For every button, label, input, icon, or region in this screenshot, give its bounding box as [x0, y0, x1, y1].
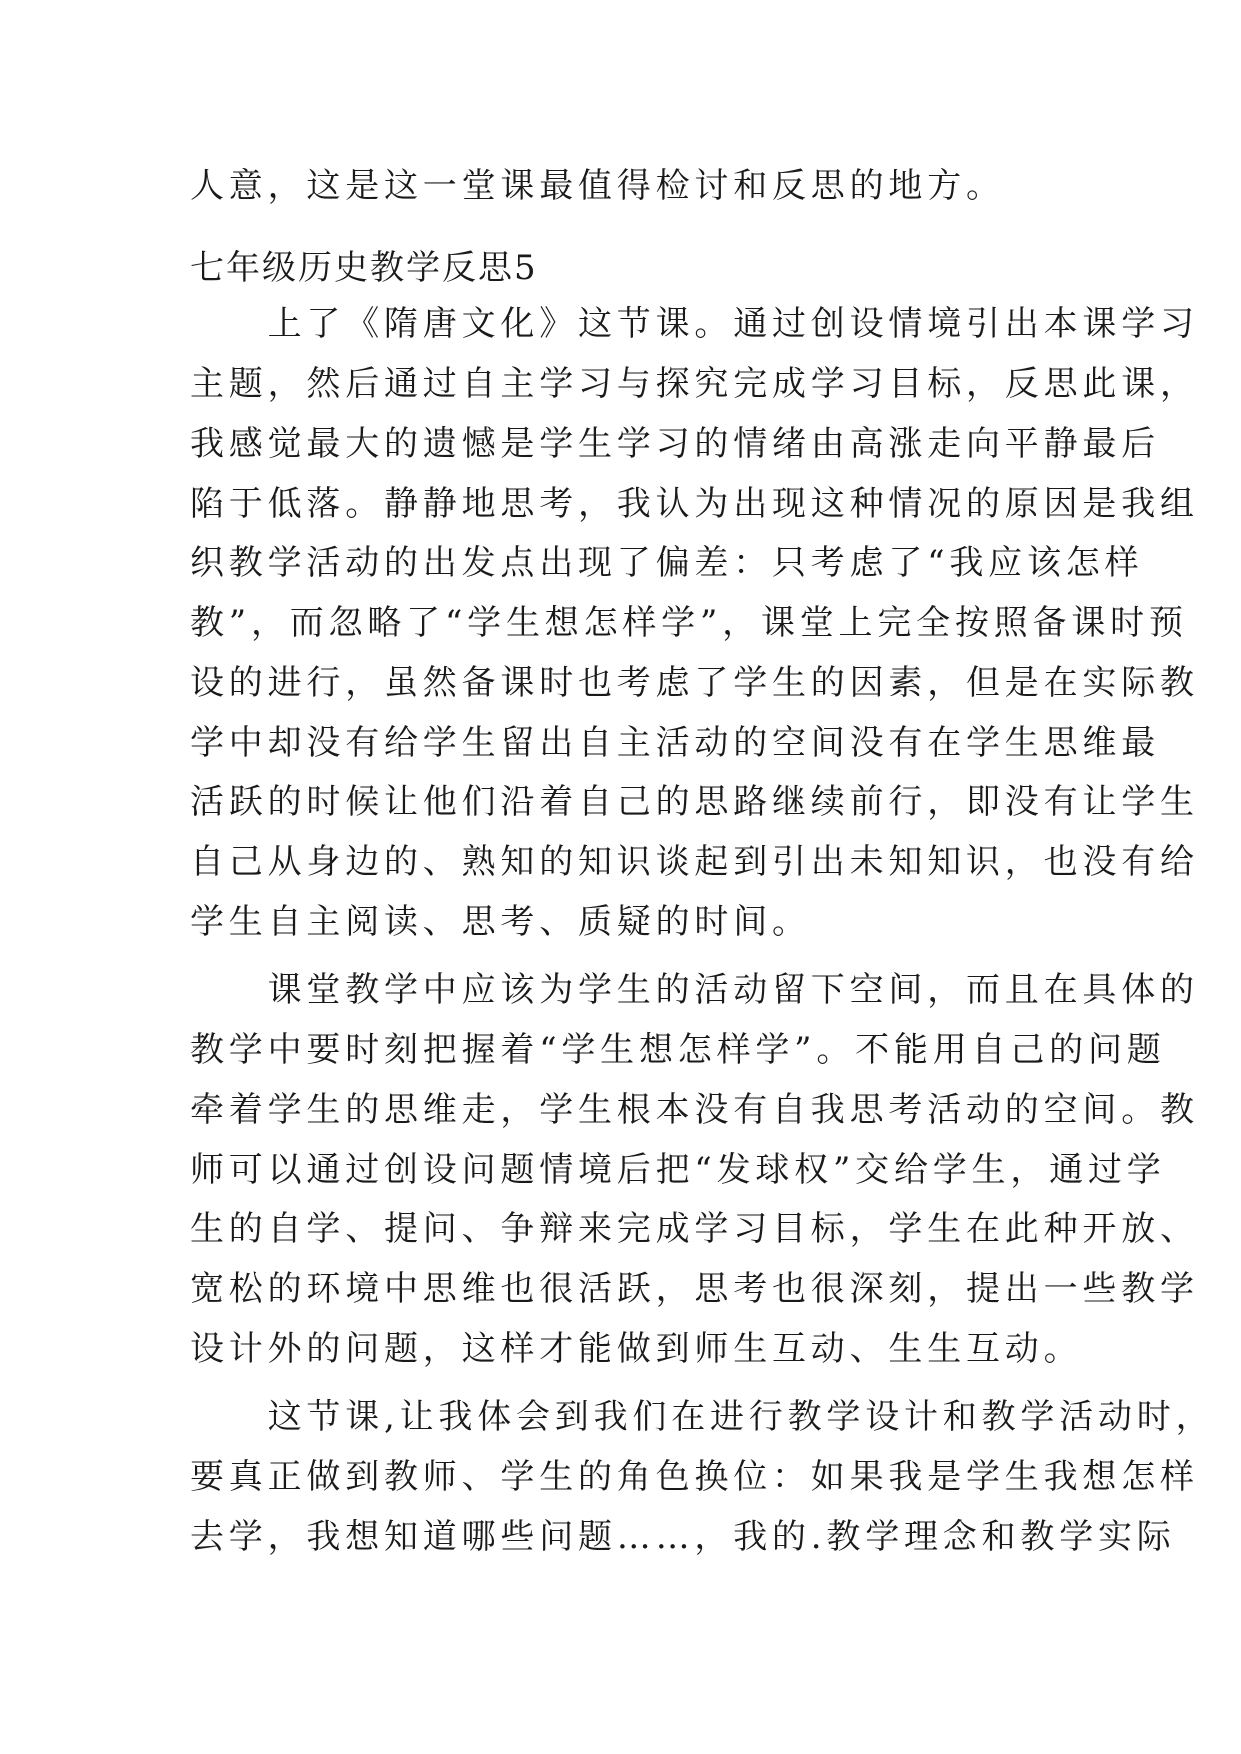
- text-line: 去学，我想知道哪些问题……，我的.教学理念和教学实际: [190, 1517, 1176, 1557]
- text-line: 教”，而忽略了“学生想怎样学”，课堂上完全按照备课时预: [190, 603, 1188, 643]
- text-line: 教学中要时刻把握着“学生想怎样学”。不能用自己的问题: [190, 1030, 1166, 1070]
- text-line: 自己从身边的、熟知的知识谈起到引出未知知识，也没有给: [190, 842, 1199, 882]
- text-line: 设的进行，虽然备课时也考虑了学生的因素，但是在实际教: [190, 663, 1199, 703]
- text-line: 牵着学生的思维走，学生根本没有自我思考活动的空间。教: [190, 1090, 1199, 1130]
- text-line: 陷于低落。静静地思考，我认为出现这种情况的原因是我组: [190, 484, 1199, 524]
- text-line: 课堂教学中应该为学生的活动留下空间，而且在具体的: [190, 970, 1199, 1010]
- text-line: 宽松的环境中思维也很活跃，思考也很深刻，提出一些教学: [190, 1269, 1199, 1309]
- section-heading: 七年级历史教学反思5: [190, 248, 538, 288]
- text-line: 学中却没有给学生留出自主活动的空间没有在学生思维最: [190, 723, 1160, 763]
- text-line: 要真正做到教师、学生的角色换位：如果我是学生我想怎样: [190, 1457, 1199, 1497]
- text-line: 学生自主阅读、思考、质疑的时间。: [190, 902, 811, 942]
- document-page: [190, 0, 1215, 1754]
- text-line: 主题，然后通过自主学习与探究完成学习目标，反思此课，: [190, 364, 1199, 404]
- text-line: 织教学活动的出发点出现了偏差：只考虑了“我应该怎样: [190, 543, 1144, 583]
- text-line: 上了《隋唐文化》这节课。通过创设情境引出本课学习: [190, 304, 1199, 344]
- text-line: 人意，这是这一堂课最值得检讨和反思的地方。: [190, 166, 1005, 206]
- text-line: 这节课,让我体会到我们在进行教学设计和教学活动时，: [190, 1397, 1215, 1437]
- text-line: 师可以通过创设问题情境后把“发球权”交给学生，通过学: [190, 1150, 1166, 1190]
- text-line: 活跃的时候让他们沿着自己的思路继续前行，即没有让学生: [190, 782, 1199, 822]
- text-line: 生的自学、提问、争辩来完成学习目标，学生在此种开放、: [190, 1209, 1199, 1249]
- text-line: 我感觉最大的遗憾是学生学习的情绪由高涨走向平静最后: [190, 424, 1160, 464]
- text-line: 设计外的问题，这样才能做到师生互动、生生互动。: [190, 1329, 1083, 1369]
